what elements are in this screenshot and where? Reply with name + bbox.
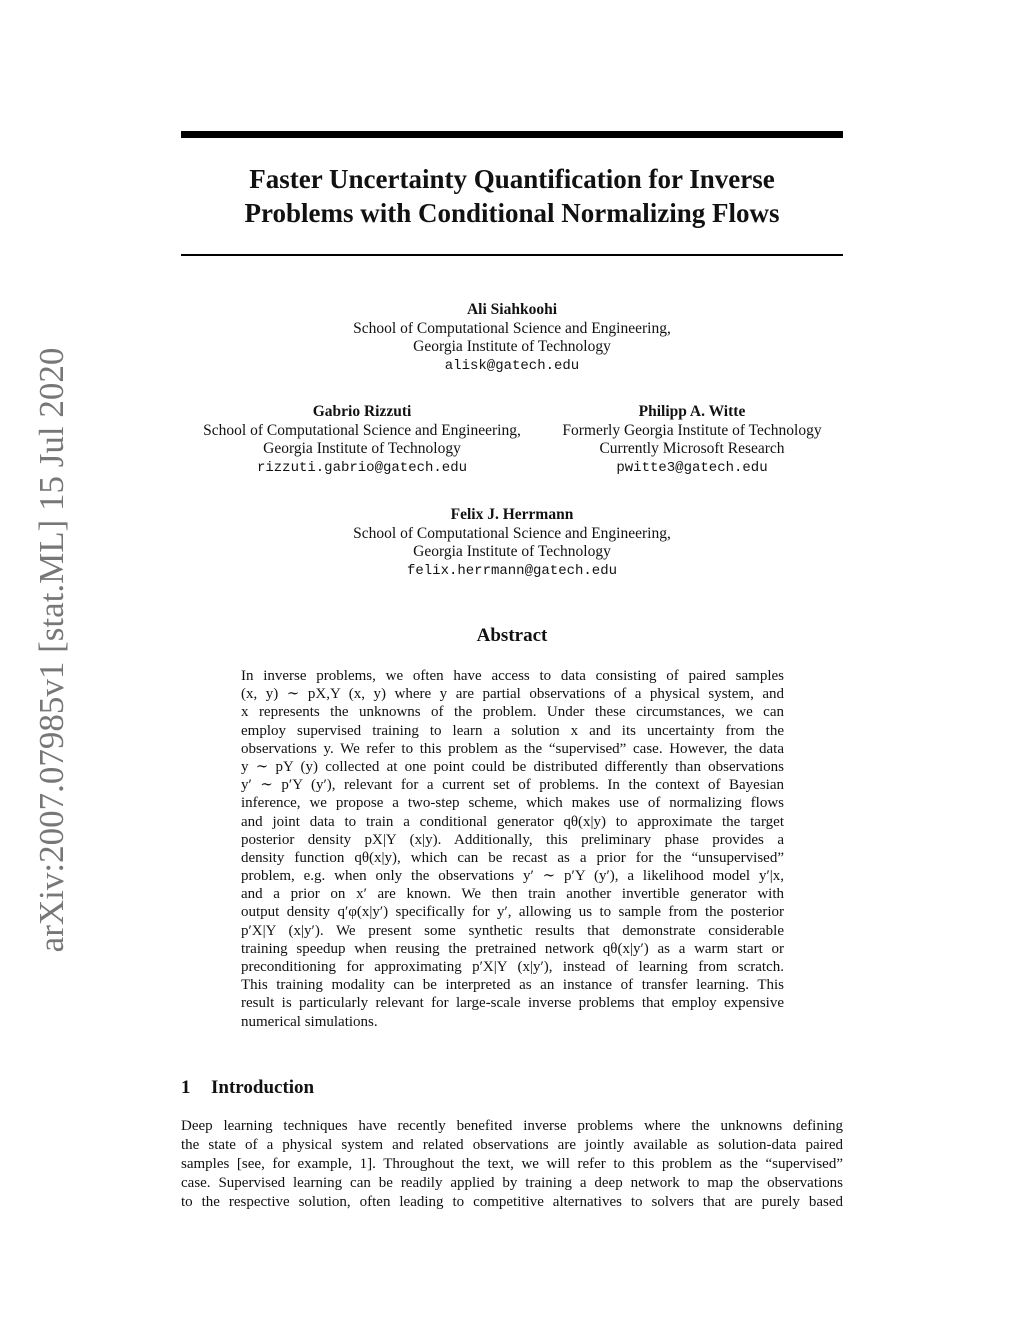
author-name: Philipp A. Witte [638, 403, 746, 420]
abstract-line: (x, y) ∼ pX,Y (x, y) where y are partial observations of a physical system, and [241, 686, 784, 703]
author-affiliation: Formerly Georgia Institute of Technology [562, 421, 822, 439]
abstract-line: density function qθ(x|y), which can be recast as a prior for the “unsupervised” [241, 849, 784, 866]
abstract-line: posterior density pX|Y (x|y). Additionally, this preliminary phase provides a [241, 831, 784, 848]
abstract-line: result is particularly relevant for large-scale inverse problems that employ expensive [241, 995, 784, 1012]
author-block [186, 403, 538, 477]
abstract-line: observations y. We refer to this problem as the “supervised” case. However, the data [241, 740, 784, 757]
abstract-line: inference, we propose a two-step scheme, which makes use of normalizing flows [241, 795, 784, 812]
author-affiliation: School of Computational Science and Engineering, [203, 421, 521, 439]
abstract-line: numerical simulations. [241, 1013, 378, 1030]
abstract-line: and a prior on x′ are known. We then train another invertible generator with [241, 886, 784, 903]
abstract-body [241, 667, 784, 1031]
title-top-rule [181, 131, 843, 138]
author-affiliation: Georgia Institute of Technology [263, 440, 461, 457]
author-affiliation: School of Computational Science and Engineering, [353, 319, 671, 337]
introduction-body [181, 1117, 843, 1212]
intro-line: case. Supervised learning can be readily applied by training a deep network to map the observations [181, 1175, 843, 1191]
abstract-line: preconditioning for approximating p′X|Y (x|y′), instead of learning from scratch. [241, 959, 784, 975]
author-block [262, 301, 762, 375]
paper-title [181, 162, 843, 230]
abstract-line: In inverse problems, we often have access to data consisting of paired samples [241, 668, 784, 684]
abstract-line: problem, e.g. when only the observations y′ ∼ p′Y (y′), a likelihood model y′|x, [241, 868, 784, 885]
abstract-line: This training modality can be interpreted as an instance of transfer learning. This [241, 977, 784, 994]
author-name: Felix J. Herrmann [450, 506, 574, 523]
author-email[interactable]: pwitte3@gatech.edu [616, 459, 768, 476]
section-number: 1 [181, 1077, 191, 1098]
intro-line: the state of a physical system and related observations are jointly available as solution-data paired [181, 1137, 843, 1153]
author-email[interactable]: felix.herrmann@gatech.edu [406, 562, 618, 579]
author-affiliation: Currently Microsoft Research [599, 440, 785, 457]
abstract-line: y′ ∼ p′Y (y′), relevant for a current set of problems. In the context of Bayesian [241, 777, 784, 794]
intro-line: samples [see, for example, 1]. Throughout the text, we will refer to this problem as the “supervised” [181, 1156, 843, 1172]
author-name: Gabrio Rizzuti [312, 403, 412, 420]
abstract-line: employ supervised training to learn a solution x and its uncertainty from the [241, 722, 784, 739]
title-bottom-rule [181, 254, 843, 256]
abstract-line: y ∼ pY (y) collected at one point could be distributed differently than observations [241, 758, 784, 775]
abstract-line: output density q′φ(x|y′) specifically for y′, allowing us to sample from the posterior [241, 904, 784, 921]
abstract-line: training speedup when reusing the pretrained network qθ(x|y′) as a warm start or [241, 940, 784, 957]
intro-line: to the respective solution, often leading to competitive alternatives to solvers that are purely based [181, 1194, 843, 1210]
author-affiliation: School of Computational Science and Engineering, [353, 524, 671, 542]
author-email[interactable]: alisk@gatech.edu [444, 357, 580, 374]
arxiv-stamp: arXiv:2007.07985v1 [stat.ML] 15 Jul 2020 [32, 347, 71, 953]
abstract-line: and joint data to train a conditional generator qθ(x|y) to approximate the target [241, 813, 784, 830]
abstract-line: x represents the unknowns of the problem. Under these circumstances, we can [241, 704, 784, 721]
author-block [542, 403, 842, 477]
author-block [262, 506, 762, 580]
author-name: Ali Siahkoohi [466, 301, 558, 318]
title-line: Problems with Conditional Normalizing Flows [244, 198, 780, 228]
title-line: Faster Uncertainty Quantification for Inverse [249, 164, 775, 194]
author-affiliation: Georgia Institute of Technology [413, 543, 611, 560]
abstract-line: p′X|Y (x|y′). We present some synthetic results that demonstrate considerable [241, 922, 784, 939]
author-email[interactable]: rizzuti.gabrio@gatech.edu [256, 459, 468, 476]
section-heading [181, 1077, 314, 1099]
abstract-heading: Abstract [476, 625, 548, 646]
intro-line: Deep learning techniques have recently benefited inverse problems where the unknowns defining [181, 1118, 843, 1134]
section-title: Introduction [211, 1077, 315, 1098]
author-affiliation: Georgia Institute of Technology [413, 338, 611, 355]
